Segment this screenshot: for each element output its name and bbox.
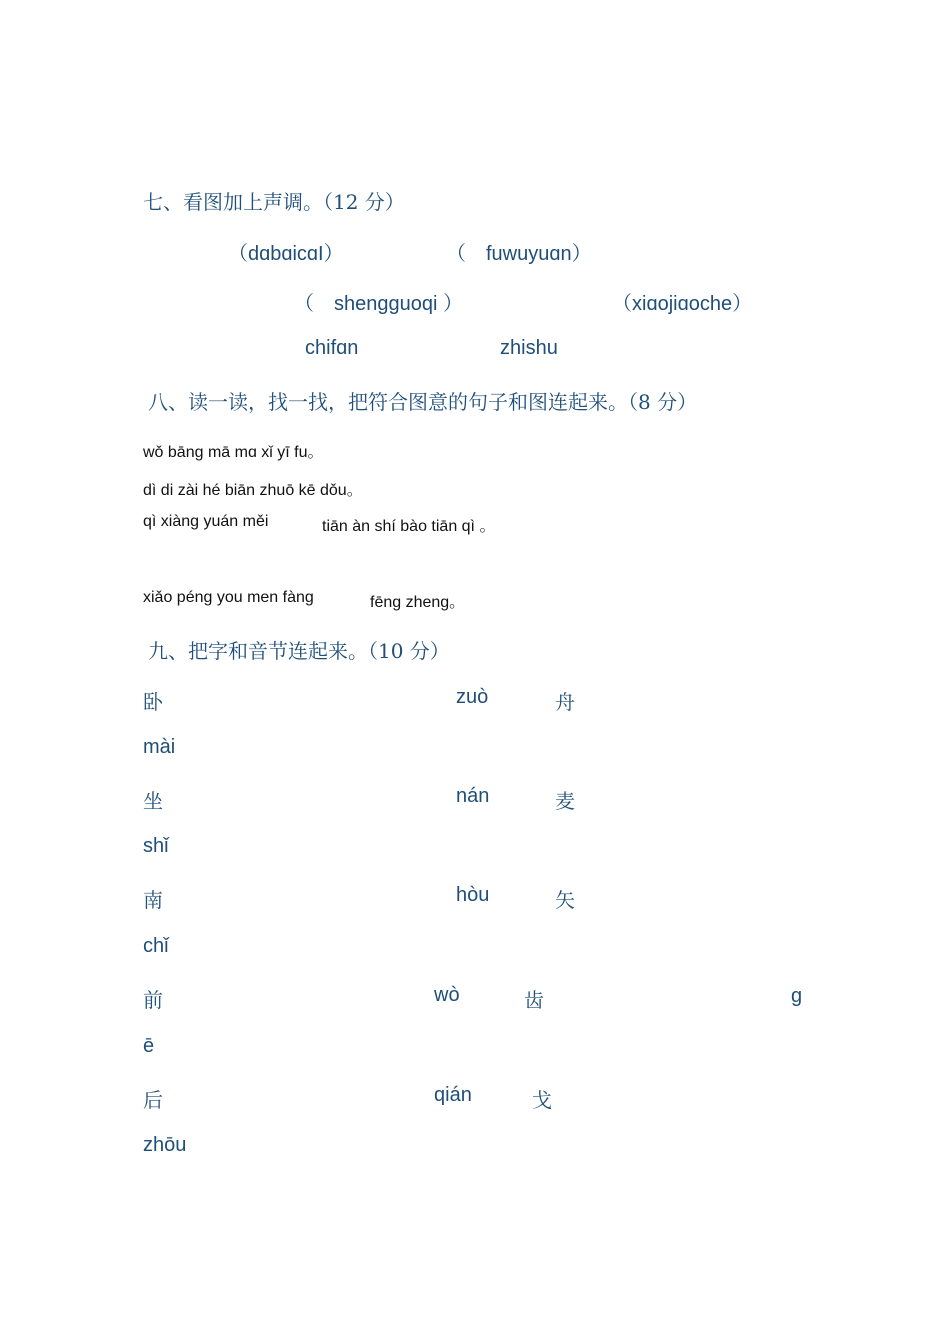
pinyin-blank-xiaojiaoche: （xiɑojiɑoche） (612, 293, 753, 315)
section9-title: 九、把字和音节连起来。（10 分） (148, 639, 450, 663)
mid-char-4: 齿 (524, 988, 544, 1012)
pinyin-blank-dabaicai: （dɑbɑicɑI） (228, 243, 344, 265)
mid-char-1: 舟 (555, 690, 575, 714)
mid-pinyin-4: wò (434, 984, 460, 1006)
left-pinyin-1: mài (143, 736, 176, 758)
sentence-4-part1: xiǎo pénɡ you men fànɡ (143, 589, 314, 606)
mid-char-5: 戈 (532, 1088, 552, 1112)
left-pinyin-4: ē (143, 1035, 155, 1057)
mid-pinyin-1: zuò (456, 686, 489, 708)
pinyin-blank-fuwuyuan: （ fuwuyuɑn） (446, 243, 592, 265)
mid-pinyin-3: hòu (456, 884, 490, 906)
sentence-2: dì di zài hé biān zhuō kē dǒu。 (143, 482, 363, 499)
pinyin-word-zhishu: zhishu (500, 337, 558, 359)
sentence-3-part2: tiān àn shí bào tiān qì 。 (322, 518, 496, 535)
left-char-5: 后 (143, 1088, 163, 1112)
left-pinyin-2: shǐ (143, 835, 169, 857)
sentence-1: wǒ bānɡ mā mɑ xǐ yī fu。 (143, 444, 324, 461)
sentence-4-part2: fēnɡ zhenɡ。 (370, 594, 466, 611)
section8-title: 八、读一读，找一找，把符合图意的句子和图连起来。（8 分） (148, 390, 698, 414)
left-char-2: 坐 (143, 789, 163, 813)
left-char-3: 南 (143, 888, 163, 912)
left-pinyin-3: chǐ (143, 935, 169, 957)
mid-pinyin-5: qián (434, 1084, 472, 1106)
left-pinyin-5: zhōu (143, 1134, 187, 1156)
stray-letter: g (791, 985, 803, 1007)
section7-title: 七、看图加上声调。（12 分） (143, 190, 405, 214)
pinyin-blank-shengguoqi: （ shenɡɡuoqi ） (294, 293, 463, 315)
left-char-4: 前 (143, 988, 163, 1012)
left-char-1: 卧 (143, 690, 163, 714)
mid-char-3: 矢 (555, 888, 575, 912)
pinyin-word-chifan: chifɑn (305, 337, 359, 359)
mid-pinyin-2: nán (456, 785, 490, 807)
mid-char-2: 麦 (555, 789, 575, 813)
sentence-3-part1: qì xiànɡ yuán měi (143, 513, 269, 530)
